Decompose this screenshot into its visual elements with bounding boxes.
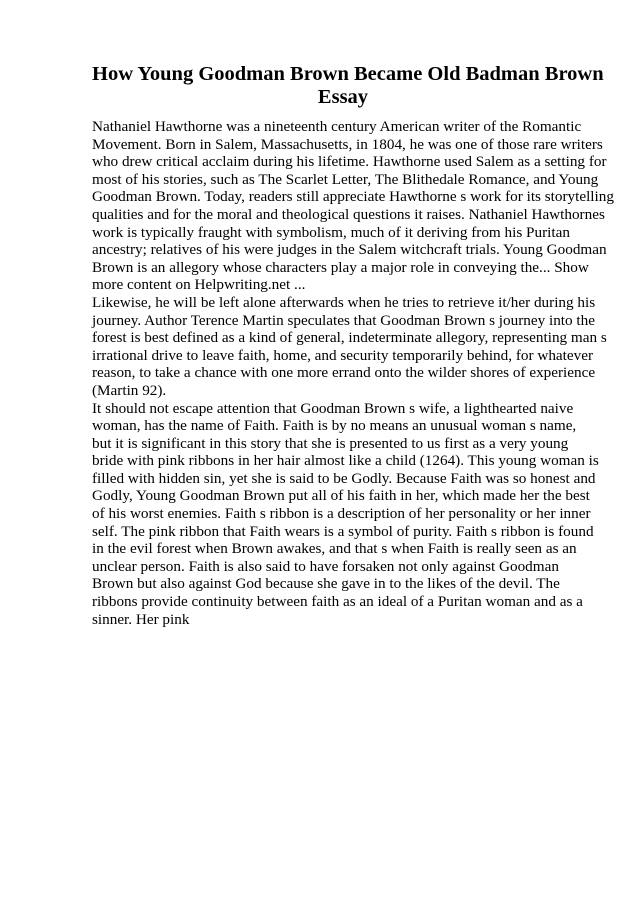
- text-line: but it is significant in this story that she is presented to us first as a very young: [92, 434, 569, 452]
- paragraph-journey: [92, 293, 607, 400]
- text-line: Brown but also against God because she gave in to the likes of the devil. The: [92, 575, 560, 593]
- text-line: bride with pink ribbons in her hair almost like a child (1264). This young woman is: [92, 452, 599, 470]
- text-line: more content on Helpwriting.net ...: [92, 276, 306, 294]
- text-line: sinner. Her pink: [92, 610, 190, 628]
- text-line: self. The pink ribbon that Faith wears is a symbol of purity. Faith s ribbon is found: [92, 522, 594, 540]
- text-line: filled with hidden sin, yet she is said to be Godly. Because Faith was so honest and: [92, 469, 596, 487]
- text-line: most of his stories, such as The Scarlet Letter, The Blithedale Romance, and Young: [92, 170, 599, 188]
- text-line: ancestry; relatives of his were judges in the Salem witchcraft trials. Young Goodman: [92, 241, 607, 259]
- text-line: who drew critical acclaim during his lifetime. Hawthorne used Salem as a setting for: [92, 153, 607, 171]
- document-title: [92, 63, 604, 109]
- text-line: reason, to take a chance with one more errand onto the wilder shores of experience: [92, 364, 596, 382]
- text-line: qualities and for the moral and theological questions it raises. Nathaniel Hawthornes: [92, 205, 605, 223]
- text-line: of his worst enemies. Faith s ribbon is a description of her personality or her inner: [92, 505, 591, 523]
- paragraph-faith: [92, 400, 598, 629]
- text-line: unclear person. Faith is also said to have forsaken not only against Goodman: [92, 557, 559, 575]
- text-line: Godly, Young Goodman Brown put all of his faith in her, which made her the best: [92, 487, 590, 505]
- text-line: in the evil forest when Brown awakes, and that s when Faith is really seen as an: [92, 540, 577, 558]
- text-line: Goodman Brown. Today, readers still appreciate Hawthorne s work for its storytelling: [92, 188, 614, 206]
- text-line: woman, has the name of Faith. Faith is by no means an unusual woman s name,: [92, 417, 577, 435]
- document-body: [92, 118, 614, 628]
- text-line: (Martin 92).: [92, 381, 167, 399]
- text-line: forest is best defined as a kind of general, indeterminate allegory, representing man s: [92, 329, 607, 347]
- title-line: How Young Goodman Brown Became Old Badman Brown: [92, 63, 604, 85]
- text-line: Likewise, he will be left alone afterwards when he tries to retrieve it/her during his: [92, 293, 596, 311]
- text-line: Movement. Born in Salem, Massachusetts, in 1804, he was one of those rare writers: [92, 135, 603, 153]
- paragraph-intro: [92, 118, 614, 294]
- text-line: journey. Author Terence Martin speculates that Goodman Brown s journey into the: [92, 311, 595, 329]
- title-line: Essay: [317, 86, 369, 108]
- text-line: Brown is an allegory whose characters play a major role in conveying the... Show: [92, 258, 589, 276]
- text-line: work is typically fraught with symbolism, much of it deriving from his Puritan: [92, 223, 570, 241]
- text-line: irrational drive to leave faith, home, and security temporarily behind, for whatever: [92, 346, 594, 364]
- text-line: ribbons provide continuity between faith as an ideal of a Puritan woman and as a: [92, 593, 583, 611]
- text-line: It should not escape attention that Goodman Brown s wife, a lighthearted naive: [92, 399, 574, 417]
- text-line: Nathaniel Hawthorne was a nineteenth century American writer of the Romantic: [92, 118, 582, 135]
